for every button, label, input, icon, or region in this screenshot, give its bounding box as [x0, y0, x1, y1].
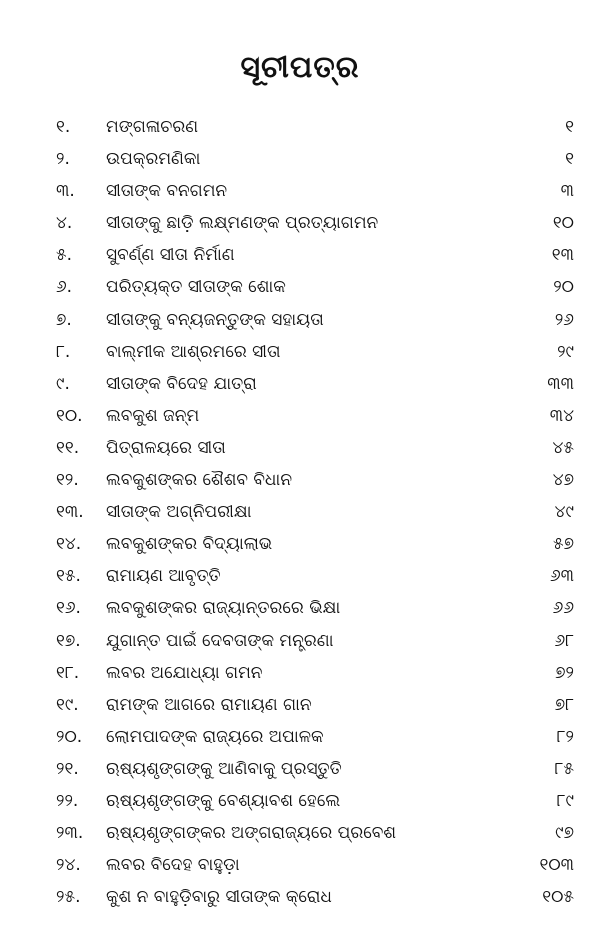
toc-entry-number: ୨୧.	[56, 758, 79, 779]
toc-entry-page: ୨୬	[554, 309, 574, 330]
toc-entry	[0, 528, 600, 560]
toc-entry-title: ଲବର ବିଦେହ ବାହୁଡ଼ା	[106, 855, 240, 876]
toc-entry-page: ୬୬	[552, 598, 574, 619]
toc-entry-title: ପରିତ୍ୟକ୍ତ ସୀତାଙ୍କ ଶୋକ	[106, 277, 286, 298]
toc-entry	[0, 657, 600, 689]
toc-entry-number: ୨୫.	[56, 887, 81, 908]
toc-entry	[0, 464, 600, 496]
toc-entry-number: ୨୩.	[56, 823, 84, 844]
toc-entry-number: ୩.	[56, 181, 75, 202]
toc-entry-title: ମଙ୍ଗଳାଚରଣ	[106, 117, 199, 137]
toc-entry	[0, 304, 600, 336]
toc-entry-page: ୧୦	[552, 213, 574, 234]
toc-entry	[0, 625, 600, 657]
toc-entry-page: ୧	[565, 117, 574, 137]
toc-entry-number: ୪.	[56, 213, 73, 234]
toc-entry-title: ଲୋମପାଦଙ୍କ ରାଜ୍ୟରେ ଅପାଳକ	[106, 726, 324, 747]
toc-entry-page: ୩	[560, 181, 574, 202]
toc-entry-page: ୮୨	[556, 726, 574, 747]
toc-entry	[0, 496, 600, 528]
toc-entry	[0, 817, 600, 849]
toc-entry-page: ୪୭	[552, 470, 574, 491]
toc-entry	[0, 175, 600, 207]
toc-entry	[0, 849, 600, 881]
toc-entry-title: ଯୁଗାନ୍ତ ପାଇଁ ଦେବତାଙ୍କ ମନ୍ତ୍ରଣା	[106, 630, 334, 651]
toc-entry-number: ୬.	[56, 277, 73, 298]
toc-entry-number: ୧୫.	[56, 566, 81, 587]
toc-entry-page: ୧୩	[551, 245, 574, 266]
toc-entry-number: ୮.	[56, 341, 71, 362]
toc-entry-number: ୨୦.	[56, 726, 83, 747]
toc-entry-title: ଉପକ୍ରମଣିକା	[106, 149, 201, 170]
toc-entry-page: ୮୯	[556, 790, 574, 811]
toc-entry	[0, 368, 600, 400]
toc-entry-page: ୧୦୫	[542, 887, 574, 908]
toc-entry-number: ୧୭.	[56, 630, 81, 651]
toc-entry-number: ୧୨.	[56, 470, 79, 491]
toc-entry-title: ସୀତାଙ୍କ ବିଦେହ ଯାତ୍ରା	[106, 373, 257, 394]
toc-entry	[0, 689, 600, 721]
toc-entry-title: ରାମଙ୍କ ଆଗରେ ରାମାୟଣ ଗାନ	[106, 694, 312, 715]
toc-entry	[0, 207, 600, 239]
toc-entry-number: ୧୩.	[56, 502, 84, 523]
toc-entry-title: ସୀତାଙ୍କୁ ଛାଡ଼ି ଲକ୍ଷ୍ମଣଙ୍କ ପ୍ରତ୍ୟାଗମନ	[106, 213, 379, 234]
toc-entry	[0, 721, 600, 753]
toc-entry-page: ୭୮	[554, 694, 574, 715]
toc-entry-number: ୧୬.	[56, 598, 81, 619]
toc-entry-title: ଲବର ଅଯୋଧ୍ୟା ଗମନ	[106, 662, 263, 683]
toc-entry-page: ୮୫	[554, 758, 574, 779]
toc-entry-page: ୪୯	[554, 502, 574, 523]
toc-entry	[0, 400, 600, 432]
toc-entry-title: ପିତ୍ରାଳୟରେ ସୀତା	[106, 437, 226, 458]
toc-entry-page: ୩୩	[547, 373, 574, 394]
toc-entry-number: ୧୧.	[56, 437, 80, 458]
page-title: ସୂଚୀପତ୍ର	[240, 50, 360, 85]
toc-entry	[0, 881, 600, 913]
toc-entry-number: ୧୯.	[56, 694, 79, 715]
toc-entry-title: ସୀତାଙ୍କ ବନଗମନ	[106, 181, 228, 202]
toc-entry-number: ୧୦.	[56, 405, 83, 426]
toc-entry-page: ୧	[565, 149, 574, 170]
toc-entry	[0, 785, 600, 817]
toc-entry	[0, 336, 600, 368]
toc-entry-number: ୫.	[56, 245, 73, 266]
toc-entry-title: ଋଷ୍ୟଶୃଙ୍ଗଙ୍କୁ ଆଣିବାକୁ ପ୍ରସ୍ତୁତି	[106, 758, 342, 779]
toc-entry-title: ବାଲ୍ମୀକ ଆଶ୍ରମରେ ସୀତା	[106, 341, 281, 362]
toc-entry-page: ୯୭	[555, 823, 574, 844]
toc-entry-page: ୭୨	[555, 662, 574, 683]
toc-entry-page: ୬୩	[549, 566, 574, 587]
toc-entry-title: ସୀତାଙ୍କ ଅଗ୍ନିପରୀକ୍ଷା	[106, 502, 252, 523]
toc-entry-number: ୨.	[56, 149, 70, 170]
toc-entry-number: ୧୮.	[56, 662, 80, 683]
toc-entry-page: ୨୦	[553, 277, 574, 298]
toc-entry-number: ୯.	[56, 373, 70, 394]
toc-entry-page: ୫୭	[552, 534, 574, 555]
toc-entry	[0, 432, 600, 464]
toc-entry-number: ୧୪.	[56, 534, 82, 555]
toc-entry-title: କୁଶ ନ ବାହୁଡ଼ିବାରୁ ସୀତାଙ୍କ କ୍ରୋଧ	[106, 887, 332, 908]
toc-entry	[0, 753, 600, 785]
toc-entry-number: ୧.	[56, 117, 71, 137]
toc-entry-page: ୪୫	[552, 437, 574, 458]
toc-entry-title: ରାମାୟଣ ଆବୃତ୍ତି	[106, 566, 221, 587]
toc-entry-page: ୩୪	[549, 405, 574, 426]
toc-entry-page: ୧୦୩	[539, 855, 574, 876]
toc-entry	[0, 560, 600, 592]
toc-entry	[0, 111, 600, 143]
toc-entry-title: ଲବକୁଶଙ୍କର ରାଜ୍ୟାନ୍ତରରେ ଭିକ୍ଷା	[106, 598, 341, 619]
toc-entry-number: ୨୨.	[56, 790, 79, 811]
toc-entry-page: ୬୮	[554, 630, 574, 651]
toc-entry	[0, 271, 600, 303]
toc-entry	[0, 592, 600, 624]
toc-entry-title: ସୀତାଙ୍କୁ ବନ୍ୟଜନ୍ତୁଙ୍କ ସହାୟତା	[106, 309, 324, 330]
table-of-contents	[0, 111, 600, 913]
toc-entry-number: ୭.	[56, 309, 72, 330]
toc-entry-title: ଋଷ୍ୟଶୃଙ୍ଗଙ୍କର ଅଙ୍ଗରାଜ୍ୟରେ ପ୍ରବେଶ	[106, 823, 396, 844]
toc-entry-title: ଲବକୁଶଙ୍କର ବିଦ୍ୟାଲାଭ	[106, 534, 273, 555]
toc-entry	[0, 143, 600, 175]
toc-entry-title: ଲବକୁଶ ଜନ୍ମ	[106, 405, 200, 426]
toc-entry-page: ୨୯	[557, 341, 574, 362]
toc-entry-number: ୨୪.	[56, 855, 81, 876]
toc-entry-title: ସୁବର୍ଣ୍ଣ ସୀତା ନିର୍ମାଣ	[106, 245, 235, 266]
toc-entry-title: ଋଷ୍ୟଶୃଙ୍ଗଙ୍କୁ ବେଶ୍ୟାବଶ ହେଲେ	[106, 790, 341, 811]
toc-entry-title: ଲବକୁଶଙ୍କର ଶୈଶବ ବିଧାନ	[106, 470, 293, 491]
toc-entry	[0, 239, 600, 271]
